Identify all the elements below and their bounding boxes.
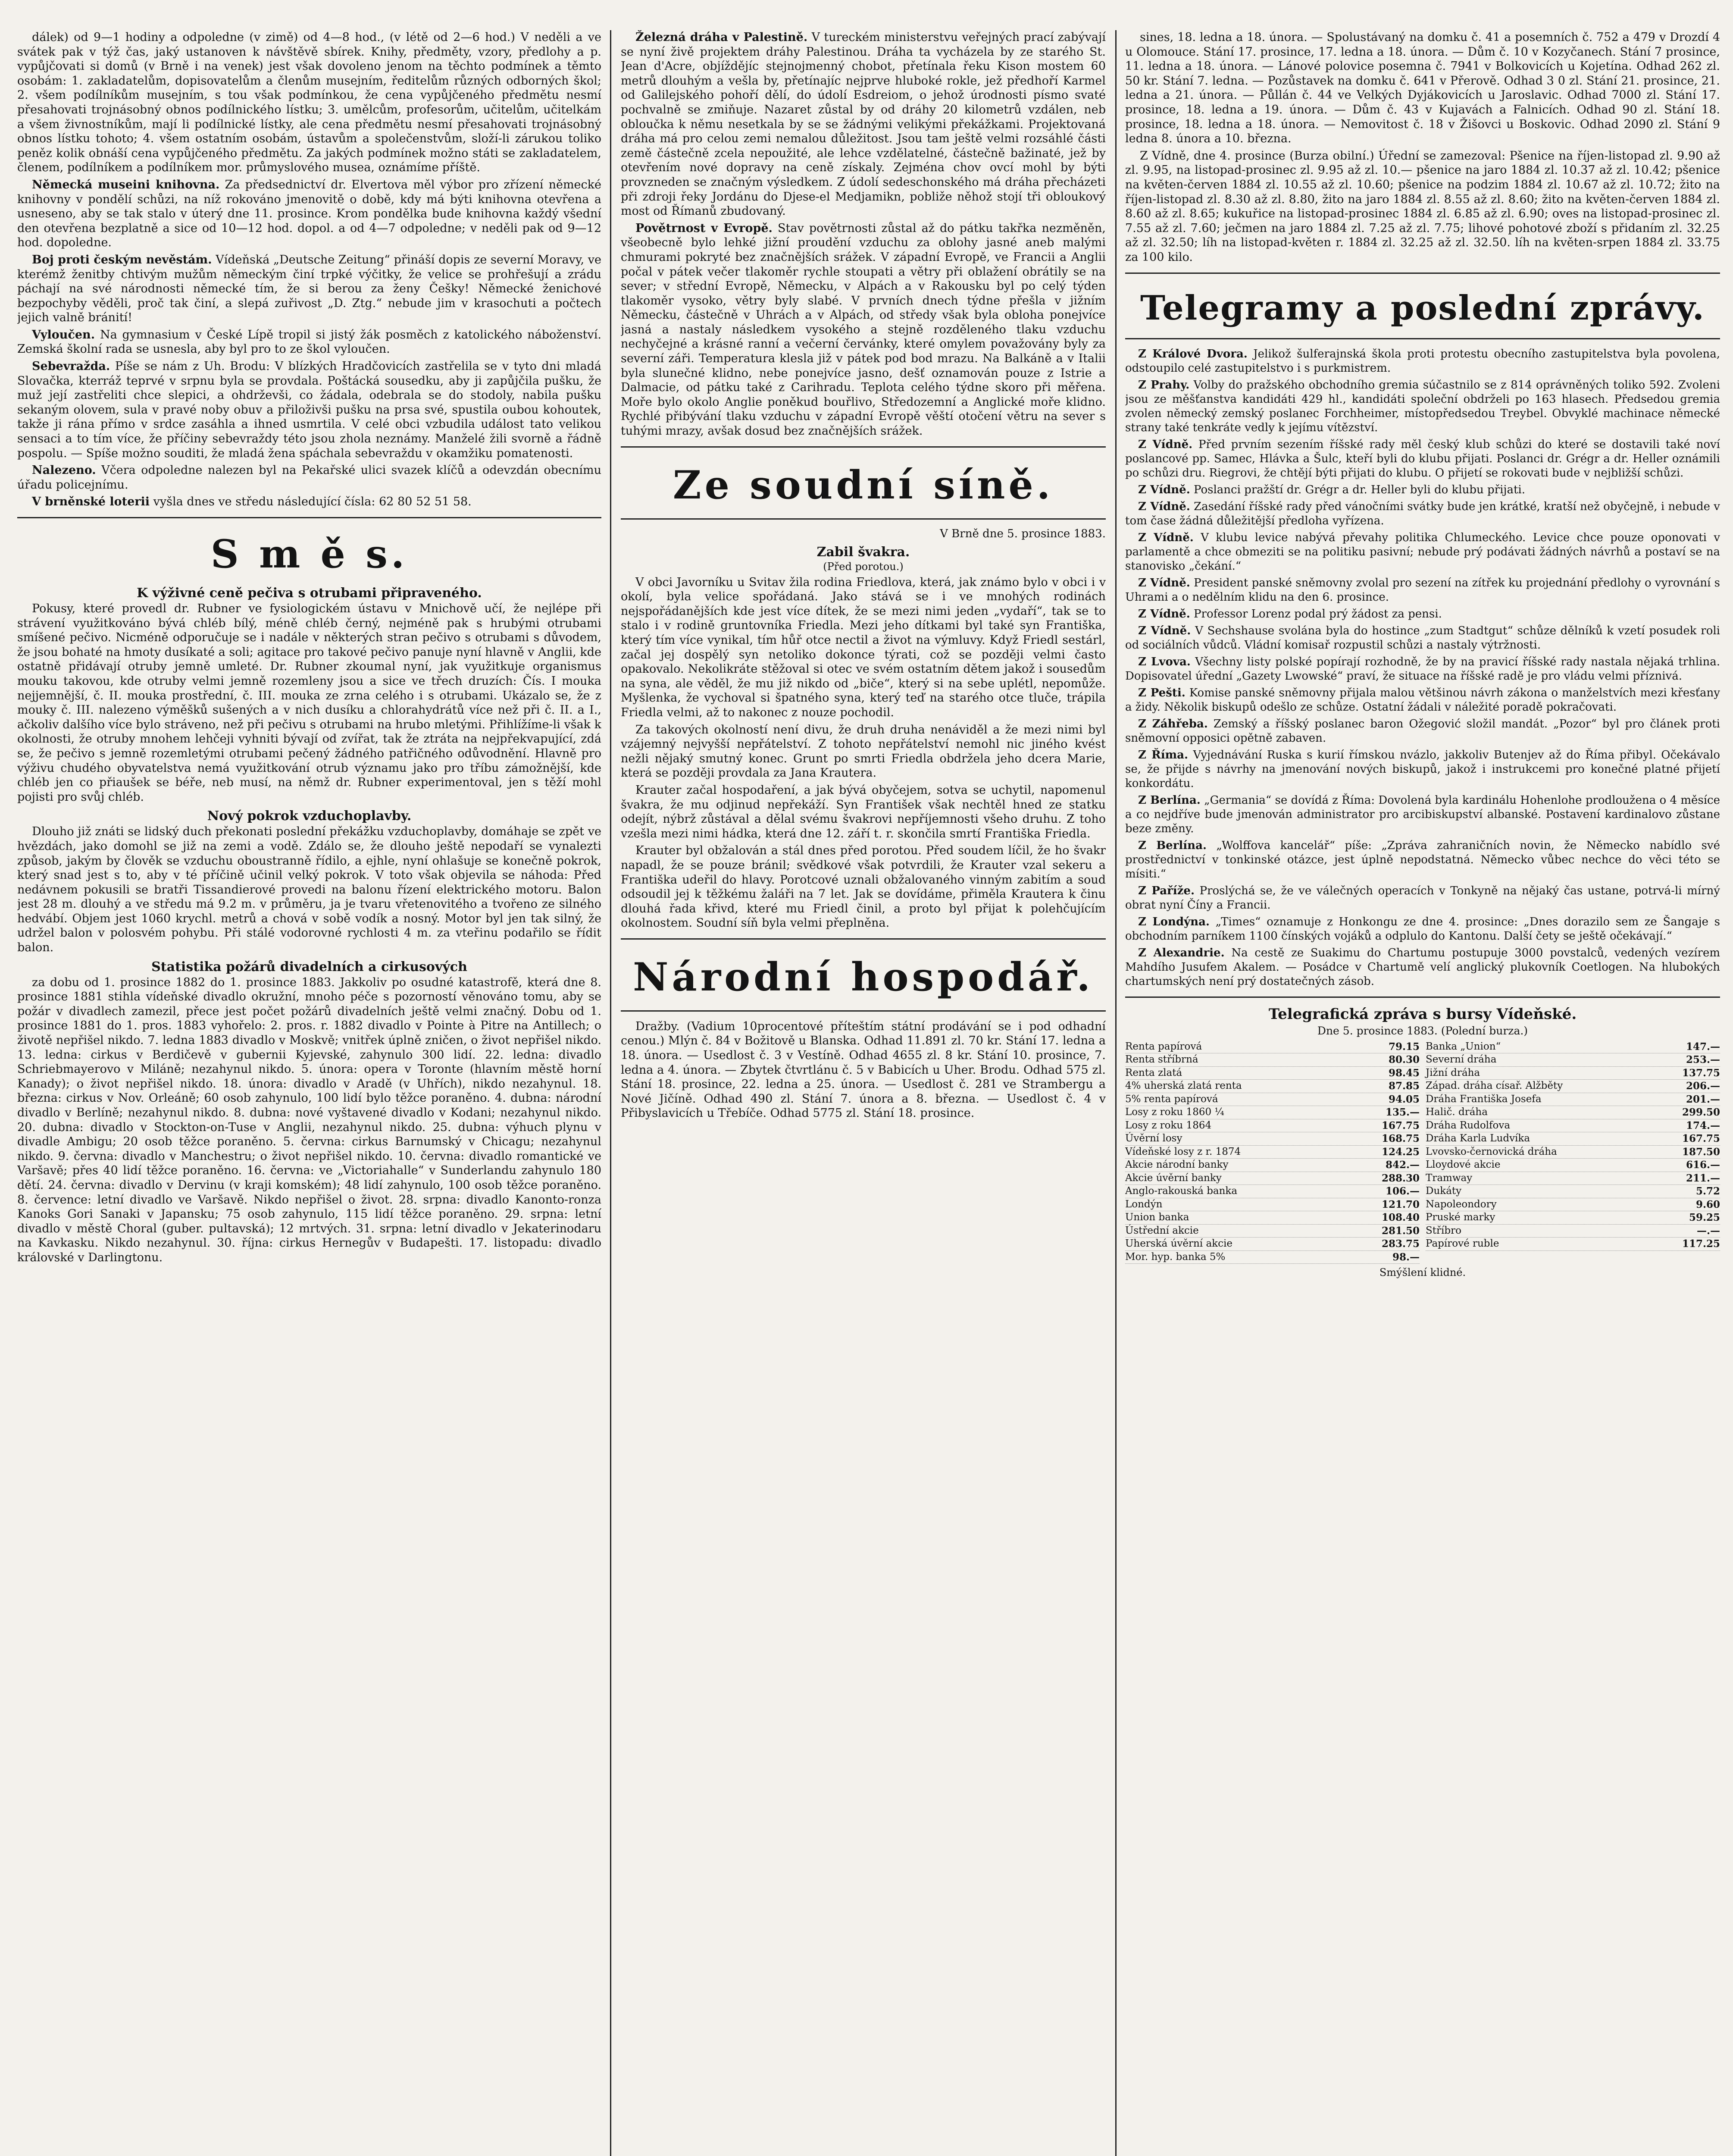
article-text: V tureckém ministerstvu veřejných prací zabývají se nyní živě projektem dráhy Palestinou. Dráha ta vycházela by ze starého St. Jean d'Acre, objíždějíc stejnojmenný chobot, přetínala řeku Kison mostem 60 metrů dlouhým a vešla by, přetínajíc nejprve hluboké rokle, jež předhoří Karmel od Galilejského pohoří dělí, do údolí Esdreiom, o jehož úrodnosti písmo svaté pochvalně se zmiňuje. Nazaret zůstal by od dráhy 20 kilometrů vzdálen, neb obloučka k němu nesetkala by se se žádnými velikými překážkami. Projektovaná dráha má pro celou zemi nemalou důležitost. Jsou tam ještě velmi rozsáhlé části země částečně zcela nepoužité, ale lehce vzdělatelné, částečně bažinaté, jež by otevřením nové dopravy na ceně získaly. Zejména chov ovcí mohl by býti provzneden se značným výsledkem. Z údolí sedeschonského má dráha přecházeti při zdroji řeky Jordánu do Djese-el Medjamikn, pobliže něhož stojí tři obloukový most od Římanů zbudovaný. (621, 31, 1106, 218)
bourse-name: Lloydové akcie (1426, 1159, 1501, 1170)
bourse-value: 283.75 (1381, 1238, 1420, 1250)
bourse-name: 4% uherská zlatá renta (1125, 1080, 1242, 1091)
bourse-value: 616.— (1686, 1159, 1720, 1171)
bourse-name: Renta papírová (1125, 1040, 1202, 1052)
telegram-item (1125, 576, 1720, 605)
bourse-row (1426, 1132, 1720, 1146)
article-headline: Nalezeno. (32, 464, 96, 477)
bourse-name: Losy z roku 1864 (1125, 1119, 1212, 1131)
article-paragraph (621, 30, 1106, 219)
telegram-place: Z Králové Dvora. (1138, 347, 1248, 360)
bourse-row (1426, 1093, 1720, 1106)
bourse-value: 9.60 (1695, 1198, 1720, 1210)
bourse-value: 106.— (1385, 1185, 1420, 1197)
court-subnote: (Před porotou.) (823, 560, 904, 573)
bourse-row (1125, 1106, 1420, 1119)
bourse-value: 167.75 (1381, 1119, 1420, 1131)
telegram-text: „Wolffova kancelář“ píše: „Zpráva zahraničních novin, že Německo nabídlo své prostřednictví v tonkinské otázce, jest úplně nepodstatná. Německo vůbec nechce do věci této se mísiti.“ (1125, 839, 1720, 881)
bourse-name: Union banka (1125, 1212, 1189, 1223)
bourse-value: 299.50 (1682, 1106, 1720, 1118)
bourse-row (1426, 1185, 1720, 1198)
bourse-value: 147.— (1686, 1040, 1720, 1053)
bourse-value: 87.85 (1388, 1080, 1420, 1092)
article-headline: Železná dráha v Palestině. (635, 31, 808, 44)
telegram-item (1125, 624, 1720, 652)
telegram-item (1125, 793, 1720, 836)
article-text: vyšla dnes ve středu následující čísla: 62 80 52 51 58. (153, 495, 472, 509)
market-paragraph: sines, 18. ledna a 18. února. — Spolustávaný na domku č. 41 a posemních č. 752 a 479 v Drozdí 4 u Olomouce. Stání 17. prosince, 17. ledna a 18. února. — Dům č. 10 v Kozyčanech. Stání 7 prosince, 11. ledna a 18. února. — Lánové polovice posemna č. 7941 v Bolkovicích u Kojetína. Odhad 262 zl. 50 kr. Stání 7. ledna. — Pozůstavek na domku č. 641 v Přerově. Odhad 3 0 zl. Stání 21. prosince, 21. ledna a 21. února. — Půllán č. 44 ve Velkých Dyjákovicích u Jaroslavic. Odhad 7000 zl. Stání 17. prosince, 18. ledna a 19. února. — Dům č. 43 v Kujavách a Falnicích. Odhad 90 zl. Stání 18. prosince, 18. ledna a 18. února. — Nemovitost č. 18 v Žišovci u Boskovic. Odhad 2090 zl. Stání 9 ledna 8. února a 10. března. (1125, 31, 1720, 146)
telegram-place: Z Pešti. (1138, 686, 1186, 699)
bourse-name: Akcie národní banky (1125, 1159, 1229, 1170)
article-text: Včera odpoledne nalezen byl na Pekařské ulici svazek klíčů a odevzdán obecnímu úřadu policejnímu. (17, 464, 601, 492)
telegram-text: Volby do pražského obchodního gremia súčastnilo se z 814 oprávněných toliko 592. Zvoleni jsou ze měšťanstva kandidáti 429 hl., kandidáti společní obdrželi po 163 hlasech. Předsedou gremia zvolen německý zemský poslanec Forchheimer, místopředsedou Treybel. Obvyklé machinace německé strany také tenkráte vedly k jejímu vítězství. (1125, 378, 1720, 434)
bourse-name: Losy z roku 1860 ¼ (1125, 1106, 1224, 1118)
telegram-item (1125, 500, 1720, 528)
bourse-row (1125, 1093, 1420, 1106)
column-left (17, 30, 601, 2156)
bourse-value: 5.72 (1695, 1185, 1720, 1197)
article-paragraph: Dlouho již znáti se lidský duch překonati poslední překážku vzduchoplavby, domáhaje se zpět ve hvězdách, jako domohl se již na zemi a vodě. Zdálo se, že dlouho ještě nepodaří se vynalezti způsob, jakým by člověk se vzduchu oboustranně řídilo, a ejhle, nyní ohlašuje se konečně pokrok, který snad jest s to, aby v té příčině učinil velký pokrok. V toto však objevila se náhoda: Před nedávnem pokusili se bratři Tissandierové provedi na balonu řízení elektrického motoru. Balon jest 28 m. dlouhý a ve středu má 9.2 m. v průměru, ja je tvaru vřetenovitého a tvořeno ze silného hedvábí. Objem jest 1060 krychl. metrů a chová v sobě vodík a nosný. Motor byl jen tak silný, že udržel balon v polosvém pohybu. Při stálé vodorovné rychlosti 4 m. za vteřinu podařilo se řídit balon. (17, 825, 601, 955)
bourse-row (1426, 1053, 1720, 1067)
column-rule (1115, 30, 1117, 2156)
bourse-value: 94.05 (1388, 1093, 1420, 1105)
section-title-smes: S m ě s. (210, 531, 408, 577)
bourse-row (1426, 1119, 1720, 1133)
telegram-item (1125, 438, 1720, 480)
telegram-item (1125, 748, 1720, 791)
article-paragraph (17, 495, 601, 509)
telegram-place: Z Alexandrie. (1138, 946, 1225, 959)
bourse-row (1426, 1172, 1720, 1185)
bourse-row (1426, 1067, 1720, 1080)
bourse-row (1125, 1053, 1420, 1067)
bourse-name: Mor. hyp. banka 5% (1125, 1251, 1226, 1263)
bourse-row (1125, 1067, 1420, 1080)
bourse-row (1125, 1251, 1420, 1264)
bourse-row (1125, 1040, 1420, 1054)
bourse-value: 79.15 (1388, 1040, 1420, 1053)
court-subheading: Zabil švakra. (816, 544, 910, 560)
telegram-text: „Times“ oznamuje z Honkongu ze dne 4. prosince: „Dnes dorazilo sem ze Šangaje s obchodním parníkem 1100 čínských vojáků a odplulo do Kantonu. Další čety se ještě očekávají.“ (1125, 915, 1720, 943)
bourse-row (1426, 1159, 1720, 1172)
bourse-value: 117.25 (1682, 1238, 1720, 1250)
article-subheading: K výživné ceně pečiva s otrubami připraveného. (137, 586, 482, 601)
bourse-row (1125, 1132, 1420, 1146)
article-text: dálek) od 9—1 hodiny a odpoledne (v zimě) od 4—8 hod., (v létě od 2—6 hod.) V neděli a ve svátek pak v týž čas, jaký ustanoven k návštěvě sbírek. Knihy, předměty, vzory, předlohy a p. vypůjčovati si domů (v Brně i na venek) jest však dovoleno jenom na těchto podmínek a těmto osobám: 1. zakladatelům, dopisovatelům a členům musejním, ředitelům různých odborných škol; 2. všem podílníkům musejním, s tou však podmínkou, že cena vypůjčeného předmětu nesmí přesahovati trojnásobný obnos podílnického lístku; 3. umělcům, profesorům, učitelům, učitelkám a všem živnostníkům, mají li podílnické lístky, ale cena předmětu nesmí přesahovati trojnásobný obnos lístku tohoto; 4. všem ostatním osobám, ústavům a společenstvům, složí-li zárukou toliko peněz kolik obnáší cena vypůjčeného předmětu. Za jakých podmínek možno státi se zakladatelem, členem, podílníkem a podílníkem mor. průmyslového musea, oznámíme příště. (17, 31, 601, 175)
telegram-item (1125, 686, 1720, 714)
bourse-name: Uherská úvěrní akcie (1125, 1238, 1232, 1249)
telegram-item (1125, 915, 1720, 943)
bourse-name: Severní dráha (1426, 1054, 1497, 1065)
economy-paragraph: Dražby. (Vadium 10procentové příteštím státní prodávání se i pod odhadní cenou.) Mlýn č. 84 v Božitově u Blanska. Odhad 11.891 zl. 70 kr. Stání 17. ledna a 18. února. — Usedlost č. 3 v Vestíně. Odhad 4655 zl. 8 kr. Stání 10. prosince, 7. ledna a 4. února. — Zbytek čtvrtlánu č. 5 v Babicích u Uher. Brodu. Odhad 575 zl. Stání 18. prosince, 22. ledna a 25. února. — Usedlost č. 281 ve Strambergu a Nové Jičíně. Odhad 490 zl. Stání 7. února a 8. března. — Usedlost č. 4 v Přibyslavicích u Třebíče. Odhad 5775 zl. Stání 18. prosince. (621, 1019, 1106, 1120)
article-headline: Německá museini knihovna. (32, 178, 220, 191)
telegram-place: Z Prahy. (1138, 378, 1190, 392)
bourse-name: Dráha Karla Ludvíka (1426, 1133, 1530, 1144)
telegram-text: Poslanci pražští dr. Grégr a dr. Heller byli do klubu přijati. (1194, 483, 1525, 496)
telegram-place: Z Říma. (1138, 748, 1189, 761)
bourse-value: 211.— (1686, 1172, 1720, 1184)
bourse-value: 137.75 (1682, 1067, 1720, 1079)
bourse-name: Akcie úvěrní banky (1125, 1172, 1222, 1184)
bourse-row (1125, 1119, 1420, 1133)
article-headline: V brněnské loterii (32, 495, 150, 509)
bourse-name: Tramway (1426, 1172, 1473, 1184)
bourse-value: 80.30 (1388, 1054, 1420, 1065)
market-paragraph: Z Vídně, dne 4. prosince (Burza obilní.) Úřední se zamezoval: Pšenice na říjen-listopad zl. 9.90 až zl. 9.95, na listopad-prosinec zl. 9.95 až zl. 10.— pšenice na jaro 1884 zl. 10.37 až zl. 10.42; pšenice na květen-červen 1884 zl. 10.55 až zl. 10.60; pšenice na podzim 1884 zl. 10.67 až zl. 10.72; žito na říjen-listopad zl. 8.30 až zl. 8.80, žito na jaro 1884 zl. 8.55 až zl. 8.60; žito na květen-červen 1884 zl. 8.60 až zl. 8.65; kukuřice na listopad-prosinec 1884 zl. 6.85 až zl. 6.90; oves na listopad-prosinec zl. 7.55 až zl. 7.60; ječmen na jaro 1884 zl. 7.25 až zl. 7.75; lihové pohotové zboží s přidaním zl. 32.25 až zl. 32.50; líh na listopad-květen r. 1884 zl. 32.25 až zl. 32.50. líh na květen-srpen 1884 zl. 33.75 za 100 kilo. (1125, 149, 1720, 264)
article-text: Vídeňská „Deutsche Zeitung“ přináší dopis ze severní Moravy, ve kterémž ženitby chtivým mužům německým činí trpké výčitky, že velice se prohřešují a zrádu páchají na své národnosti německé tím, že si berou za ženy Češky! Německé ženichové bezpochyby věděli, proč tak činí, a slepá zuřivost „D. Ztg.“ nebude jim v krasochuti a počtech jejich valně bránití! (17, 253, 601, 325)
telegram-text: Zasedání říšské rady před vánočními svátky bude jen krátké, kratší než obyčejně, i nebude v tom čase žádná důležitější předloha vyřízena. (1125, 500, 1720, 527)
bourse-title: Telegrafická zpráva s bursy Vídeňské. (1268, 1005, 1577, 1023)
bourse-name: Banka „Union“ (1426, 1040, 1501, 1052)
bourse-name: Renta stříbrná (1125, 1054, 1198, 1065)
bourse-value: 206.— (1686, 1080, 1720, 1092)
bourse-column (1426, 1040, 1720, 1264)
bourse-name: Renta zlatá (1125, 1067, 1182, 1078)
bourse-row (1426, 1198, 1720, 1212)
telegram-text: Před prvním sezením říšské rady měl český klub schůzi do které se dostavili také noví poslancové pp. Samec, Hlávka a Šulc, kteří byli do klubu přijati. Poslanci dr. Grégr a dr. Heller oznámili po schůzi dru. Riegrovi, že chtějí býti přijati do klubu. O přijetí se rokovati bude v nejbližší schůzi. (1125, 438, 1720, 479)
telegram-place: Z Vídně. (1138, 483, 1190, 496)
telegram-place: Z Vídně. (1138, 500, 1190, 513)
bourse-value: —.— (1696, 1225, 1720, 1237)
bourse-value: 288.30 (1381, 1172, 1420, 1184)
bourse-row (1125, 1225, 1420, 1238)
section-telegrams (1125, 273, 1720, 339)
bourse-name: Západ. dráha císař. Alžběty (1426, 1080, 1563, 1091)
telegram-text: „Germania“ se dovídá z Říma: Dovolená byla kardinálu Hohenlohe prodloužena o 4 měsíce a co nejdříve bude jmenován administrator pro arcibiskupství albanské. Postavení kardinalovo zůstane beze změny. (1125, 793, 1720, 835)
article-headline: Sebevražda. (32, 360, 110, 373)
telegram-text: V Sechshause svolána byla do hostince „zum Stadtgut“ schůze dělníků k vzetí posudek roli od sociálních vůdců. Vládní komisař rozpustil schůzi a nastaly výtržnosti. (1125, 624, 1720, 652)
bourse-name: 5% renta papírová (1125, 1093, 1218, 1105)
bourse-value: 187.50 (1682, 1146, 1720, 1158)
bourse-name: Dráha Františka Josefa (1426, 1093, 1542, 1105)
telegram-item (1125, 483, 1720, 497)
telegram-text: Vyjednávání Ruska s kurií římskou nvázlo, jakkoliv Butenjev až do Říma přibyl. Očekávalo se, že přijde s návrhy na jmenování nových biskupů, jakož i instrukcemi pro konečné platné přijetí konkordátu. (1125, 748, 1720, 790)
court-paragraph: Za takových okolností není divu, že druh druha nenáviděl a že mezi nimi byl vzájemný nejvyšší nepřátelství. Z tohoto nepřátelství nemohl nic jiného kvést nežli nějaký smutný konec. Grunt po smrti Friedla obdržela jeho dcera Marie, která se později provdala za Jana Krautera. (621, 723, 1106, 780)
bourse-value: 98.— (1392, 1251, 1420, 1263)
court-paragraph: Krauter začal hospodaření, a jak bývá obyčejem, sotva se uchytil, napomenul švakra, že mu odjinud nepřekáží. Syn František však nechtěl hned ze statku odejít, nýbrž zůstával a dělal svému švakrovi nepříjemnosti všeho druhu. Z toho vzešla mezi nimi hádka, která dne 12. září t. r. skončila smrtí Františka Friedla. (621, 783, 1106, 840)
article-paragraph: Pokusy, které provedl dr. Rubner ve fysiologickém ústavu v Mnichově učí, že nejlépe při strávení využitkováno bývá chléb bílý, méně chléb černý, nejméně pak s hrubými otrubami smíšené pečivo. Nicméně odporučuje se i nadále v některých stran pečivo s otrubami s důvodem, že jsou bohaté na hmoty dusíkaté a soli; agitace pro takové pečivo panuje nyní hlavně v Anglii, kde ostatně přidávají otruby jemně umleté. Dr. Rubner zkoumal nyní, jak využitkuje organismus mouku takovou, kde otruby velmi jemně rozemleny jsou a sice ve třech druzích: Čís. I mouka nejjemnější, č. II. mouka prostřední, č. III. mouka ze zrna celého i s otrubami. Ukázalo se, že z mouky č. III. nalezeno výměšků sušených a v nich dusíku a chlorahydrátů více než při č. II. a I., ačkoliv dalšího více bylo stráveno, než při pečivu s otrubami na hrubo mletými. Přihlížíme-li však k okolnosti, že otruby mnohem lehčeji vyhniti bývají od zvířat, tak že ztráta na nejpřekvapující, zdá se, že pečivo s jemně rozemletými otrubami pečený žádného patřičného odůvodnění. Hlavně pro výživu chudého obyvatelstva nemá využitkování otrub významu jako pro tříbu zámožnější, kde chléb jen co přiaušek se béře, neb musí, na němž dr. Rubner experimentoval, jen s těží mohl pojisti pro svůj chléb. (17, 602, 601, 804)
bourse-row (1426, 1106, 1720, 1119)
bourse-name: Dráha Rudolfova (1426, 1119, 1511, 1131)
bourse-name: Ústřední akcie (1125, 1225, 1199, 1236)
telegram-text: Komise panské sněmovny přijala malou většinou návrh zákona o manželstvích mezi křesťany a židy. Několik biskupů odešlo ze schůze. Ostatní žádali v náležité poradě pokračovati. (1125, 686, 1720, 714)
column-middle (621, 30, 1106, 2156)
bourse-value: 168.75 (1381, 1133, 1420, 1144)
bourse-value: 98.45 (1388, 1067, 1420, 1079)
bourse-value: 842.— (1385, 1159, 1420, 1171)
bourse-row (1125, 1080, 1420, 1093)
bourse-value: 253.— (1686, 1054, 1720, 1065)
article-text: Za předsednictví dr. Elvertova měl výbor pro zřízení německé knihovny v pondělí schůzi, na níž rokováno jmenovitě o době, kdy má býti knihovna otevřena a usneseno, aby se tak stalo v úterý dne 11. prosince. Krom pondělka bude knihovna každý všední den otevřena bezplatně a sice od 10—12 hod. dopol. a od 4—7 odpoledne; v neděli pak od 9—12 hod. dopoledne. (17, 178, 601, 250)
bourse-value: 201.— (1686, 1093, 1720, 1105)
telegram-place: Z Berlína. (1138, 793, 1201, 807)
bourse-column (1125, 1040, 1420, 1264)
telegram-text: Na cestě ze Suakimu do Chartumu postupuje 3000 povstalců, vedených vezírem Mahdího Jusufem Akalem. — Posádce v Chartumě velí anglický plukovník Coetlogen. Na hlubokých chartumských není prý dostatečných zásob. (1125, 946, 1720, 988)
bourse-value: 174.— (1686, 1119, 1720, 1131)
telegram-place: Z Vídně. (1138, 576, 1190, 589)
section-divider (17, 517, 601, 518)
article-text: Píše se nám z Uh. Brodu: V blízkých Hradčovicích zastřelila se v tyto dni mladá Slovačka, kterráž teprvé v srpnu byla se provdala. Poštácká sousedku, aby ji zapůjčila pušku, že muž její zastřeliti chce slepici, a ohdrževši, co žádala, odebrala se do stodoly, nabila pušku sekaným olovem, sula v pravé noby obuv a přiloživši pušku na prsa své, spustila oubou kohoutek, takže ji rána přímo v srdce zasáhla a ihned usmrtila. V celé obci vzbudila událost tato velikou sensaci a to tím více, že příčiny sebevraždy této jsou zhola neznámy. Manželé žili svorně a řádně pospolu. — Spíše možno souditi, že mladá žena spáchala sebevraždu v okamžiku pomatenosti. (17, 360, 601, 460)
telegram-text: President panské sněmovny zvolal pro sezení na zítřek ku projednání předlohy o vyrovnání s Uhrami a o nedělním klidu na den 6. prosince. (1125, 576, 1720, 604)
bourse-name: Lvovsko-černovická dráha (1426, 1146, 1557, 1157)
bourse-name: Dukáty (1426, 1185, 1462, 1197)
telegram-place: Z Vídně. (1138, 531, 1194, 544)
bourse-subtitle: Dne 5. prosince 1883. (Polední burza.) (1317, 1024, 1528, 1037)
bourse-row (1125, 1238, 1420, 1251)
article-paragraph (17, 328, 601, 357)
telegram-item (1125, 607, 1720, 621)
article-text: Stav povětrnosti zůstal až do pátku takřka nezměněn, všeobecně bylo lehké jižní proudění vzduchu za oblohy jasné aneb malými chmurami pokryté bez značnějších srážek. V západní Evropě, ve Francii a Anglii počal v pátek večer tlakoměr rychle stoupati a větry při oblažení obrátily se na sever; v střední Evropě, Německu, v Alpách a v Rakousku byl po celý týden tlakoměr vysoko, větry byly slabé. V prvních dnech týdne přešla v jižním Německu, částečně v Uhrách a v Alpách, od středy však byla obloha ponejvíce jasná a nastaly následkem vysokého a stejně rozděleného tlaku vzduchu nechyčejné a krásné ranní a večerní červánky, které omylem považovány byly za severní záři. Temperatura klesla již v pátek pod bod mrazu. Na Balkáně a v Italii byla slunečné klidno, nebe ponejvíce jasno, dešť oznamován pouze z Istrie a Dalmacie, od pátku také z Carihradu. Teplota celého týdne skoro při měřena. Moře bylo okolo Anglie poněkud bouřlivo, Středozemní a Anglické moře klidno. Rychlé přibývání tlaku vzduchu v západní Evropě věští otočení větru na sever s tuhými mrazy, avšak dosud bez značnějších srážek. (621, 221, 1106, 438)
article-headline: Boj proti českým nevěstám. (32, 253, 212, 266)
court-paragraph: V obci Javorníku u Svitav žila rodina Friedlova, která, jak známo bylo v obci i v okolí, byla velice spořádaná. Jako stává se i ve mnohých rodinách nejspořádanějších kde jest více dítek, že se mezi nimi jeden „vydaří“, tak se to stalo i v rodině gruntovníka Friedla. Mezi jeho dítkami byl také syn Františka, který tím více vynikal, tím hůř otce nectil a život na výmluvy. Když Friedl sestárl, začal jej dospělý syn netoliko dokonce týrati, což se později velmi často opakovalo. Nekolikráte stěžoval si otec ve svém ostatním dětem jakož i sousedům na syna, ale věděl, že mu již nikdo od „biče“, který si na sebe uplétl, nepomůže. Myšlenka, že vychoval si špatného syna, který teď na starého otce tluče, trápila Friedla velmi, až to nakonec z nouze pochodil. (621, 575, 1106, 719)
bourse-value: 281.50 (1381, 1225, 1420, 1237)
telegram-item (1125, 839, 1720, 881)
telegram-item (1125, 655, 1720, 683)
bourse-row (1426, 1211, 1720, 1225)
section-court (621, 446, 1106, 520)
bourse-name: Londýn (1125, 1198, 1163, 1210)
telegram-place: Z Vídně. (1138, 624, 1191, 637)
bourse-row (1125, 1172, 1420, 1185)
bourse-name: Pruské marky (1426, 1212, 1495, 1223)
article-headline: Vyloučen. (32, 328, 95, 342)
bourse-row (1426, 1080, 1720, 1093)
bourse-row (1426, 1238, 1720, 1251)
bourse-row (1125, 1211, 1420, 1225)
telegram-text: Proslýchá se, že ve válečných operacích v Tonkyně na nějaký čas ustane, potrvá-li mírný obrat nyní Číny a Francii. (1125, 884, 1720, 912)
article-paragraph: za dobu od 1. prosince 1882 do 1. prosince 1883. Jakkoliv po osudné katastrofě, která dne 8. prosince 1881 stihla vídeňské divadlo okružní, mnoho péče s pozorností věnováno tomu, aby se požár v divadlech zamezil, přece jest počet požárů divadelních ještě velmi značný. Dobu od 1. prosince 1881 do 1. pros. 1883 vyhořelo: 2. pros. r. 1882 divadlo v Pointe à Pitre na Antillech; o životě nepřišel nikdo. 7. ledna 1883 divadlo v Moskvě; vnitřek úplně zničen, o život nepřišel nikdo. 13. ledna: cirkus v Berdičevě v gubernii Kyjevské, zahynulo 300 lidí. 22. ledna: divadlo Schriebmayerovo v Miláně; nezahynul nikdo. 5. února: opera v Toronte (hlavním městě horní Kanady); o život nepřišel nikdo. 18. února: divadlo v Aradě (v Uhřích), nikdo nezahynul. 18. března: cirkus v Nov. Orleáně; 60 osob zahynulo, 100 lidí bylo těžce poraněno. 4. dubna: národní divadlo v Berlíně; nezahynul nikdo. 8. dubna: nové vyštavené divadlo v Kodani; nezahynul nikdo. 20. dubna: divadlo v Stockton-on-Tuse v Anglii, nezahynul nikdo. 25. dubna: výhuch plynu v divadle Ambigu; 20 osob těžce poraněno. 5. června: cirkus Barnumský v Chicagu; nezahynul nikdo. 9. června: divadlo v Manchestru; o život nepřišel nikdo. 10. června: divadlo romantické ve Varšavě; přes 40 lidí těžce poraněno. 16. června: ve „Victoriahalle“ v Sunderlandu zahynulo 180 dětí. 24. června: divadlo v Dervinu (v kraji komském); 48 lidí zahynulo, 100 osob těžce poraněno. 8. července: letní divadlo ve Varšavě. Nikdo nepřišel o život. 28. srpna: divadlo Kanonto-ronza Kanoks Gori Sanaki v Japansku; 75 osob zahynulo, 115 lidí těžce poraněno. 29. srpna: letní divadlo v městě Choral (guber. pultavská); 12 mrtvých. 31. srpna: letní divadlo v Jekaterinodaru na Kavkasku. Nikdo nezahynul. 30. října: cirkus Hernegův v Budapešti. 17. listopadu: divadlo královské v Darlingtonu. (17, 975, 601, 1264)
article-paragraph (17, 359, 601, 461)
court-dateline: V Brně dne 5. prosince 1883. (940, 527, 1106, 540)
telegram-text: Jelikož šulferajnská škola proti protestu obecního zastupitelstva byla povolena, odstoupilo celé zastupitelstvo i s purkmistrem. (1125, 347, 1720, 375)
bourse-name: Halič. dráha (1426, 1106, 1488, 1118)
bourse-row (1426, 1040, 1720, 1054)
bourse-name: Napoleondory (1426, 1198, 1497, 1210)
telegram-item (1125, 378, 1720, 435)
bourse-value: 135.— (1385, 1106, 1420, 1118)
bourse-name: Úvěrní losy (1125, 1133, 1182, 1144)
bourse-row (1426, 1225, 1720, 1238)
section-economy (621, 938, 1106, 1012)
telegram-item (1125, 884, 1720, 912)
telegram-text: Professor Lorenz podal prý žádost za pensi. (1194, 607, 1442, 620)
telegram-place: Z Záhřeba. (1138, 717, 1208, 730)
telegram-place: Z Berlína. (1138, 839, 1207, 852)
telegram-item (1125, 531, 1720, 573)
bourse-row (1125, 1159, 1420, 1172)
bourse-value: 59.25 (1689, 1212, 1720, 1223)
section-divider (1125, 997, 1720, 998)
section-title-telegrams: Telegramy a poslední zprávy. (1140, 288, 1705, 328)
telegram-item (1125, 347, 1720, 376)
article-paragraph (17, 463, 601, 492)
bourse-row (1426, 1146, 1720, 1159)
bourse-row (1125, 1185, 1420, 1198)
telegram-text: Všechny listy polské popírají rozhodně, že by na pravicí říšské rady nastala nějaká trhlina. Dopisovatel úřední „Gazety Lwowské“ praví, že situace na říšské radě je pro vládu velmi příznivá. (1125, 655, 1720, 683)
telegram-place: Z Vídně. (1138, 607, 1190, 620)
telegram-place: Z Vídně. (1138, 438, 1193, 451)
bourse-name: Papírové ruble (1426, 1238, 1499, 1249)
telegram-item (1125, 717, 1720, 746)
bourse-row (1125, 1146, 1420, 1159)
telegram-text: Zemský a říšský poslanec baron Ožegović složil mandát. „Pozor“ byl pro článek proti sněmovní opposici opětně zabaven. (1125, 717, 1720, 745)
bourse-value: 121.70 (1381, 1198, 1420, 1210)
bourse-name: Stříbro (1426, 1225, 1461, 1236)
bourse-name: Anglo-rakouská banka (1125, 1185, 1238, 1197)
article-paragraph (621, 221, 1106, 439)
bourse-value: 124.25 (1381, 1146, 1420, 1158)
telegram-place: Z Lvova. (1138, 655, 1191, 668)
article-headline: Povětrnost v Evropě. (635, 221, 773, 235)
bourse-name: Vídeňské losy z r. 1874 (1125, 1146, 1241, 1157)
telegram-place: Z Londýna. (1138, 915, 1210, 928)
column-rule (610, 30, 611, 2156)
bourse-table (1125, 1040, 1720, 1264)
bourse-value: 167.75 (1682, 1133, 1720, 1144)
court-paragraph: Krauter byl obžalován a stál dnes před porotou. Před soudem líčil, že ho švakr napadl, že se pouze bránil; svědkové však potvrdili, že Krauter vzal sekeru a Františka udeřil do hlavy. Porotcové uznali obžalovaného vinným zabitím a soud odsoudil jej k těžkému žaláři na 7 let. Jak se dovídáme, přiměla Krautera k činu dlouhá řada křivd, které mu Friedl činil, a proto byl přijat k polehčujícím okolnostem. Soudní síň byla velmi přeplněna. (621, 844, 1106, 930)
telegram-text: V klubu levice nabývá převahy politika Chlumeckého. Levice chce pouze oponovati v parlamentě a chce obmeziti se na politiku pasivní; nebude prý podávati žádných návrhů a postaví se na stanovisko „čekání.“ (1125, 531, 1720, 573)
article-text: Na gymnasium v České Lípě tropil si jistý žák posměch z katolického náboženství. Zemská školní rada se usnesla, aby byl pro to ze škol vyloučen. (17, 328, 601, 356)
bourse-name: Jižní dráha (1426, 1067, 1480, 1078)
bourse-row (1125, 1198, 1420, 1212)
telegram-item (1125, 946, 1720, 989)
article-paragraph (17, 253, 601, 325)
bourse-sentiment: Smýšlení klidné. (1379, 1266, 1466, 1279)
telegram-place: Z Paříže. (1138, 884, 1195, 897)
bourse-value: 108.40 (1381, 1212, 1420, 1223)
section-title-economy: Národní hospodář. (633, 954, 1094, 1000)
section-title-court: Ze soudní síně. (673, 462, 1054, 508)
article-paragraph (17, 178, 601, 250)
article-subheading: Statistika požárů divadelních a cirkusových (151, 959, 467, 975)
column-right (1125, 30, 1720, 2156)
article-subheading: Nový pokrok vzduchoplavby. (207, 808, 412, 824)
article-paragraph (17, 30, 601, 175)
